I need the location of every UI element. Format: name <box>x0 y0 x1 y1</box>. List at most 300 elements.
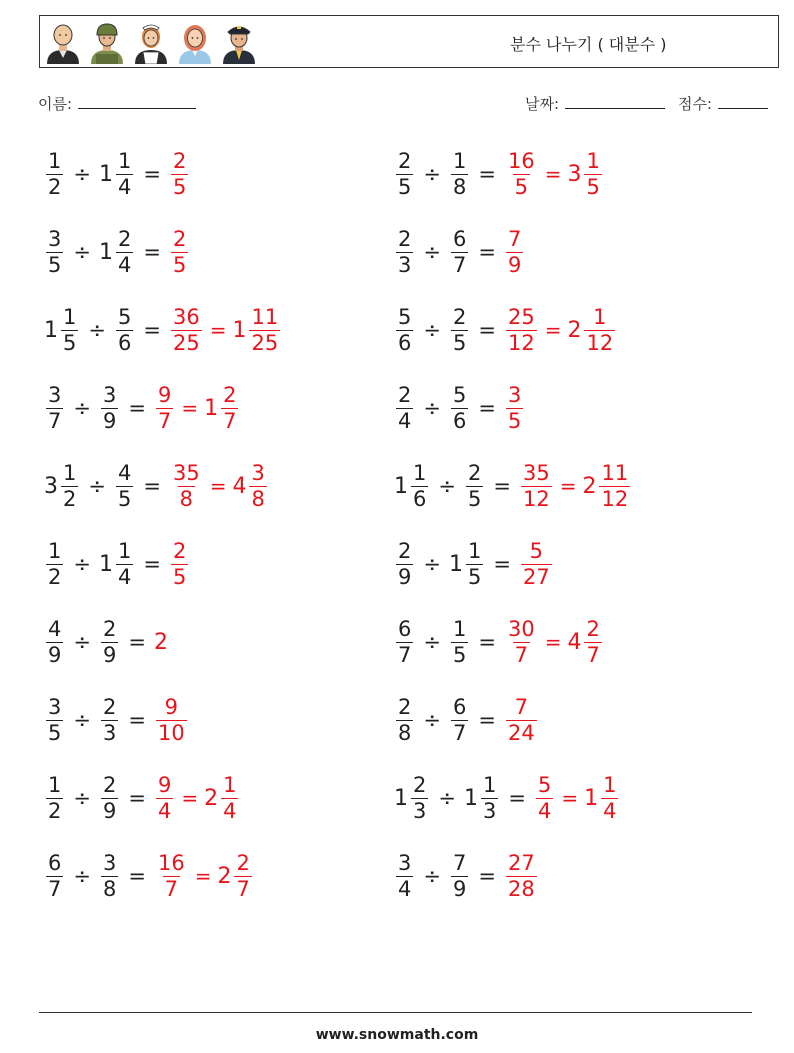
equals-sign: = <box>143 162 161 186</box>
divisor-denominator: 3 <box>482 798 497 823</box>
answer <box>169 539 190 588</box>
answer-fraction <box>506 149 537 198</box>
dividend-numerator: 6 <box>48 851 62 876</box>
equals-sign: = <box>478 318 496 342</box>
answer-numerator: 5 <box>529 539 544 564</box>
dividend-numerator: 3 <box>48 695 62 720</box>
equals-sign: = <box>478 162 496 186</box>
answer-denominator: 8 <box>179 486 194 511</box>
dividend-numerator: 2 <box>398 227 412 252</box>
answer-numerator: 2 <box>172 149 187 174</box>
dividend-numerator: 3 <box>48 227 62 252</box>
divisor-denominator: 5 <box>117 486 132 511</box>
dividend-numerator: 1 <box>63 305 77 330</box>
answer-denominator: 5 <box>172 252 187 277</box>
dividend-denominator: 9 <box>398 564 412 589</box>
mixed-answer-whole: 4 <box>232 473 247 499</box>
answer-numerator: 2 <box>172 539 187 564</box>
answer-denominator: 10 <box>157 720 185 745</box>
divisor-whole: 1 <box>98 551 113 577</box>
answer-equals-sign: = <box>181 396 199 420</box>
mixed-answer-whole: 2 <box>567 317 582 343</box>
dividend-denominator: 7 <box>398 642 412 667</box>
answer-denominator: 5 <box>172 564 187 589</box>
answer-numerator: 27 <box>507 851 535 876</box>
dividend-fraction <box>396 617 413 666</box>
equals-sign: = <box>128 708 146 732</box>
divisor-numerator: 6 <box>452 227 467 252</box>
answer-denominator: 12 <box>507 330 535 355</box>
problem-item <box>394 377 525 439</box>
divisor-numerator: 5 <box>117 305 132 330</box>
divisor-fraction <box>451 149 468 198</box>
mixed-answer-numerator: 3 <box>251 461 265 486</box>
equals-sign: = <box>128 630 146 654</box>
mixed-answer-whole: 1 <box>204 395 219 421</box>
score-field[interactable] <box>678 93 768 114</box>
divisor-fraction <box>466 539 483 588</box>
answer-numerator: 16 <box>157 851 185 876</box>
avatar-row <box>44 20 258 64</box>
dividend-whole: 1 <box>394 473 408 499</box>
mixed-answer-denominator: 7 <box>586 642 600 667</box>
name-field[interactable] <box>38 93 196 114</box>
divide-sign: ÷ <box>73 552 91 576</box>
divisor-numerator: 6 <box>452 695 467 720</box>
answer-denominator: 9 <box>507 252 522 277</box>
score-blank[interactable] <box>718 93 768 109</box>
answer <box>169 305 282 354</box>
problem-item <box>44 455 269 517</box>
equals-sign: = <box>143 474 161 498</box>
divisor-denominator: 7 <box>452 252 467 277</box>
answer-fraction <box>171 305 202 354</box>
answer-equals-sign: = <box>544 318 562 342</box>
divisor-numerator: 1 <box>452 149 467 174</box>
mixed-answer-numerator: 2 <box>223 383 237 408</box>
divisor-fraction <box>451 227 468 276</box>
answer-fraction <box>506 383 523 432</box>
divisor-numerator: 5 <box>452 383 467 408</box>
equals-sign: = <box>493 474 511 498</box>
divide-sign: ÷ <box>73 786 91 810</box>
divisor-denominator: 9 <box>102 798 117 823</box>
divide-sign: ÷ <box>73 630 91 654</box>
divisor-numerator: 7 <box>452 851 467 876</box>
divisor-fraction <box>116 305 133 354</box>
dividend-fraction <box>46 773 63 822</box>
answer-whole: 2 <box>153 629 168 655</box>
answer-denominator: 12 <box>522 486 550 511</box>
date-field[interactable] <box>525 93 665 114</box>
dividend-denominator: 5 <box>398 174 412 199</box>
answer-numerator: 9 <box>157 383 172 408</box>
dividend-fraction <box>396 695 413 744</box>
answer <box>534 773 621 822</box>
answer <box>504 695 539 744</box>
answer <box>154 695 189 744</box>
answer-denominator: 7 <box>157 408 172 433</box>
answer-equals-sign: = <box>544 162 562 186</box>
divisor-denominator: 9 <box>102 642 117 667</box>
dividend-fraction <box>396 851 413 900</box>
answer-fraction <box>156 773 173 822</box>
dividend-fraction <box>46 149 63 198</box>
dividend-numerator: 2 <box>398 539 412 564</box>
dividend-denominator: 7 <box>48 408 62 433</box>
problem-item <box>44 689 189 751</box>
answer <box>504 227 525 276</box>
answer-denominator: 4 <box>157 798 172 823</box>
divide-sign: ÷ <box>73 240 91 264</box>
answer-denominator: 28 <box>507 876 535 901</box>
divisor-whole: 1 <box>463 785 478 811</box>
answer-denominator: 25 <box>172 330 200 355</box>
mixed-answer-fraction <box>584 617 601 666</box>
divisor-fraction <box>116 149 133 198</box>
divisor-fraction <box>481 773 498 822</box>
answer-equals-sign: = <box>559 474 577 498</box>
divisor-numerator: 1 <box>117 539 132 564</box>
answer-fraction <box>156 383 173 432</box>
date-label: 날짜: <box>525 95 560 113</box>
answer-fraction <box>506 695 537 744</box>
divisor-fraction <box>116 461 133 510</box>
dividend-fraction <box>396 539 413 588</box>
dividend-numerator: 5 <box>398 305 412 330</box>
answer-numerator: 7 <box>507 227 522 252</box>
dividend-denominator: 5 <box>63 330 77 355</box>
mixed-answer-fraction <box>221 773 238 822</box>
divisor-denominator: 4 <box>117 564 132 589</box>
dividend-numerator: 2 <box>413 773 427 798</box>
equals-sign: = <box>128 396 146 420</box>
dividend-denominator: 4 <box>398 876 412 901</box>
answer-denominator: 7 <box>164 876 179 901</box>
answer <box>504 617 604 666</box>
divisor-denominator: 9 <box>452 876 467 901</box>
answer-numerator: 9 <box>157 773 172 798</box>
divisor-numerator: 2 <box>102 773 117 798</box>
answer <box>154 630 169 655</box>
equals-sign: = <box>478 630 496 654</box>
divisor-denominator: 8 <box>102 876 117 901</box>
mixed-answer-numerator: 2 <box>586 617 600 642</box>
mixed-answer-fraction <box>249 461 266 510</box>
dividend-denominator: 6 <box>398 330 412 355</box>
mixed-answer-fraction <box>584 149 601 198</box>
problem-item <box>394 455 632 517</box>
police-officer-avatar <box>220 20 258 64</box>
equals-sign: = <box>143 318 161 342</box>
name-blank[interactable] <box>78 93 196 109</box>
problem-item <box>44 299 282 361</box>
score-label: 점수: <box>678 95 713 113</box>
equals-sign: = <box>478 708 496 732</box>
divisor-numerator: 2 <box>467 461 482 486</box>
answer-numerator: 36 <box>172 305 200 330</box>
divisor-denominator: 5 <box>467 486 482 511</box>
dividend-fraction <box>61 461 78 510</box>
answer <box>154 851 254 900</box>
dividend-fraction <box>396 383 413 432</box>
mixed-answer-whole: 2 <box>582 473 597 499</box>
dividend-fraction <box>396 305 413 354</box>
answer-denominator: 24 <box>507 720 535 745</box>
dividend-numerator: 1 <box>48 773 62 798</box>
problem-item <box>44 611 169 673</box>
dividend-denominator: 7 <box>48 876 62 901</box>
equals-sign: = <box>478 240 496 264</box>
divide-sign: ÷ <box>423 630 441 654</box>
mixed-answer-denominator: 12 <box>601 486 629 511</box>
mixed-answer-numerator: 1 <box>603 773 617 798</box>
answer-numerator: 2 <box>172 227 187 252</box>
answer <box>504 149 604 198</box>
divisor-denominator: 6 <box>117 330 132 355</box>
divisor-denominator: 8 <box>452 174 467 199</box>
dividend-fraction <box>46 695 63 744</box>
answer <box>154 383 241 432</box>
answer-fraction <box>521 461 552 510</box>
divide-sign: ÷ <box>73 396 91 420</box>
mixed-answer-numerator: 2 <box>236 851 250 876</box>
answer-denominator: 5 <box>507 408 522 433</box>
divisor-fraction <box>451 617 468 666</box>
mixed-answer-numerator: 1 <box>586 149 600 174</box>
dividend-denominator: 3 <box>413 798 427 823</box>
divide-sign: ÷ <box>423 240 441 264</box>
dividend-denominator: 2 <box>48 174 62 199</box>
answer-denominator: 4 <box>537 798 552 823</box>
answer <box>169 149 190 198</box>
answer <box>504 851 539 900</box>
divide-sign: ÷ <box>423 162 441 186</box>
answer-fraction <box>506 617 537 666</box>
equals-sign: = <box>478 864 496 888</box>
problem-item <box>394 143 604 205</box>
mixed-answer-denominator: 25 <box>251 330 279 355</box>
answer-numerator: 5 <box>537 773 552 798</box>
dividend-fraction <box>411 461 428 510</box>
divisor-numerator: 3 <box>102 383 117 408</box>
mixed-answer-fraction <box>601 773 618 822</box>
equals-sign: = <box>143 552 161 576</box>
footer-site: www.snowmath.com <box>315 1027 479 1043</box>
divisor-denominator: 5 <box>467 564 482 589</box>
divisor-numerator: 1 <box>452 617 467 642</box>
divisor-denominator: 7 <box>452 720 467 745</box>
dividend-numerator: 2 <box>398 695 412 720</box>
answer-numerator: 30 <box>507 617 535 642</box>
divisor-fraction <box>466 461 483 510</box>
mixed-answer-fraction <box>221 383 238 432</box>
answer <box>504 383 525 432</box>
soldier-avatar <box>88 20 126 64</box>
dividend-numerator: 1 <box>413 461 427 486</box>
problem-item <box>44 221 190 283</box>
mixed-answer-fraction <box>599 461 630 510</box>
mixed-answer-whole: 2 <box>217 863 232 889</box>
divide-sign: ÷ <box>423 318 441 342</box>
divide-sign: ÷ <box>88 318 106 342</box>
dividend-numerator: 6 <box>398 617 412 642</box>
worksheet-title: 분수 나누기 ( 대분수 ) <box>510 35 667 54</box>
divisor-fraction <box>101 617 118 666</box>
divisor-numerator: 2 <box>452 305 467 330</box>
divisor-numerator: 1 <box>117 149 132 174</box>
divide-sign: ÷ <box>423 552 441 576</box>
dividend-fraction <box>46 617 63 666</box>
mixed-answer-numerator: 11 <box>601 461 629 486</box>
answer-numerator: 35 <box>172 461 200 486</box>
mixed-answer-whole: 1 <box>232 317 247 343</box>
answer-numerator: 16 <box>507 149 535 174</box>
divisor-whole: 1 <box>98 239 113 265</box>
divisor-numerator: 3 <box>102 851 117 876</box>
equals-sign: = <box>128 864 146 888</box>
mixed-answer-whole: 3 <box>567 161 582 187</box>
divisor-denominator: 4 <box>117 252 132 277</box>
dividend-fraction <box>46 383 63 432</box>
divisor-whole: 1 <box>98 161 113 187</box>
mixed-answer-denominator: 4 <box>223 798 237 823</box>
answer-numerator: 25 <box>507 305 535 330</box>
answer-denominator: 5 <box>514 174 529 199</box>
divide-sign: ÷ <box>73 864 91 888</box>
divisor-denominator: 9 <box>102 408 117 433</box>
divisor-numerator: 1 <box>482 773 497 798</box>
problem-item <box>394 533 554 595</box>
dividend-whole: 3 <box>44 473 58 499</box>
dividend-fraction <box>396 149 413 198</box>
divisor-numerator: 4 <box>117 461 132 486</box>
header-box <box>39 15 779 68</box>
divisor-numerator: 2 <box>117 227 132 252</box>
problem-item <box>44 845 254 907</box>
answer-fraction <box>506 227 523 276</box>
answer-numerator: 7 <box>514 695 529 720</box>
dividend-denominator: 2 <box>48 798 62 823</box>
maid-avatar <box>132 20 170 64</box>
answer-denominator: 27 <box>522 564 550 589</box>
dividend-denominator: 6 <box>413 486 427 511</box>
answer-numerator: 35 <box>522 461 550 486</box>
divisor-numerator: 1 <box>467 539 482 564</box>
dividend-numerator: 2 <box>398 383 412 408</box>
equals-sign: = <box>128 786 146 810</box>
bald-man-avatar <box>44 20 82 64</box>
mixed-answer-whole: 1 <box>584 785 599 811</box>
dividend-numerator: 1 <box>63 461 77 486</box>
answer <box>519 461 632 510</box>
mixed-answer-denominator: 7 <box>223 408 237 433</box>
answer <box>519 539 554 588</box>
answer <box>169 461 269 510</box>
dividend-numerator: 3 <box>398 851 412 876</box>
divisor-fraction <box>451 305 468 354</box>
answer-equals-sign: = <box>544 630 562 654</box>
divisor-fraction <box>116 227 133 276</box>
dividend-denominator: 2 <box>48 564 62 589</box>
dividend-denominator: 5 <box>48 252 62 277</box>
mixed-answer-denominator: 7 <box>236 876 250 901</box>
mixed-answer-denominator: 4 <box>603 798 617 823</box>
divisor-denominator: 4 <box>117 174 132 199</box>
dividend-denominator: 4 <box>398 408 412 433</box>
answer <box>169 227 190 276</box>
mixed-answer-denominator: 12 <box>586 330 614 355</box>
answer-fraction <box>171 227 188 276</box>
problem-item <box>44 533 190 595</box>
problem-item <box>394 299 617 361</box>
divisor-fraction <box>451 851 468 900</box>
mixed-answer-whole: 2 <box>204 785 219 811</box>
answer-fraction <box>171 539 188 588</box>
problem-item <box>394 845 539 907</box>
divisor-denominator: 6 <box>452 408 467 433</box>
equals-sign: = <box>478 396 496 420</box>
problem-item <box>44 143 190 205</box>
answer-equals-sign: = <box>209 318 227 342</box>
mixed-answer-fraction <box>249 305 280 354</box>
answer-fraction <box>156 851 187 900</box>
footer-divider <box>39 1012 752 1013</box>
equals-sign: = <box>508 786 526 810</box>
dividend-denominator: 2 <box>63 486 77 511</box>
answer <box>504 305 617 354</box>
answer-fraction <box>536 773 553 822</box>
divisor-fraction <box>451 695 468 744</box>
divide-sign: ÷ <box>438 474 456 498</box>
answer-fraction <box>171 461 202 510</box>
dividend-fraction <box>46 851 63 900</box>
dividend-fraction <box>411 773 428 822</box>
answer-fraction <box>506 851 537 900</box>
divisor-numerator: 2 <box>102 617 117 642</box>
divisor-denominator: 3 <box>102 720 117 745</box>
divide-sign: ÷ <box>423 396 441 420</box>
answer-equals-sign: = <box>209 474 227 498</box>
mixed-answer-denominator: 8 <box>251 486 265 511</box>
divide-sign: ÷ <box>438 786 456 810</box>
dividend-whole: 1 <box>44 317 58 343</box>
dividend-whole: 1 <box>394 785 408 811</box>
date-blank[interactable] <box>565 93 665 109</box>
problem-item <box>394 611 604 673</box>
mixed-answer-denominator: 5 <box>586 174 600 199</box>
divisor-fraction <box>101 851 118 900</box>
dividend-numerator: 1 <box>48 539 62 564</box>
problem-item <box>394 221 525 283</box>
answer-equals-sign: = <box>181 786 199 810</box>
divisor-fraction <box>101 383 118 432</box>
divisor-fraction <box>116 539 133 588</box>
dividend-fraction <box>46 539 63 588</box>
problem-item <box>394 689 539 751</box>
mixed-answer-fraction <box>584 305 615 354</box>
dividend-numerator: 3 <box>48 383 62 408</box>
mixed-answer-numerator: 1 <box>223 773 237 798</box>
dividend-numerator: 2 <box>398 149 412 174</box>
dividend-denominator: 9 <box>48 642 62 667</box>
answer-fraction <box>521 539 552 588</box>
problem-item <box>44 377 240 439</box>
divide-sign: ÷ <box>423 864 441 888</box>
answer-fraction <box>171 149 188 198</box>
answer-equals-sign: = <box>194 864 212 888</box>
answer-fraction <box>506 305 537 354</box>
